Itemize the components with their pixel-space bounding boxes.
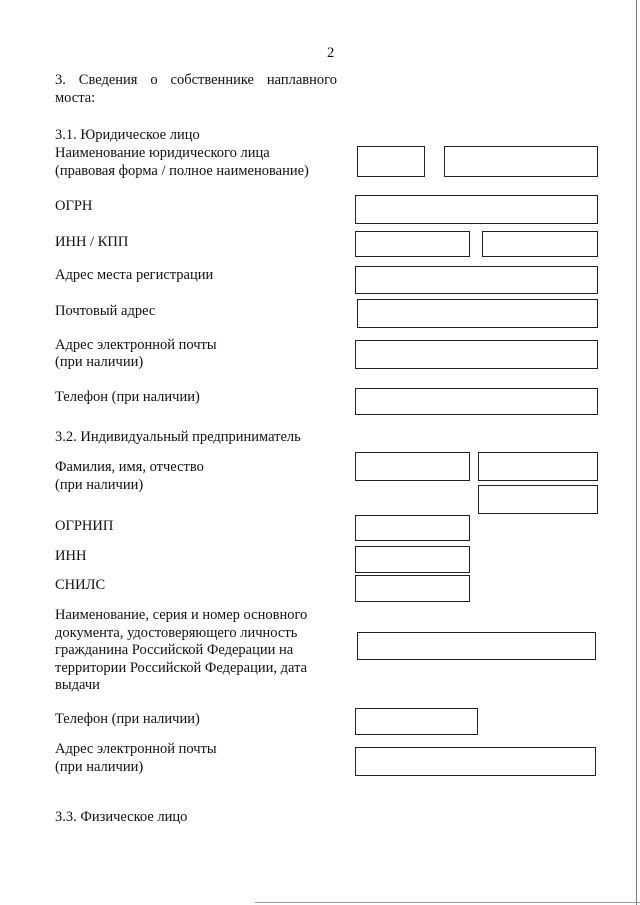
reg-address-label: Адрес места регистрации (55, 267, 214, 283)
legal-entity-heading: 3.1. Юридическое лицо (55, 127, 200, 143)
ie-fio-label-line2: (при наличии) (55, 477, 144, 493)
ie-phone-field[interactable] (355, 708, 478, 735)
legal-email-field[interactable] (355, 340, 598, 369)
reg-address-field[interactable] (355, 266, 598, 294)
id-doc-label-line1: Наименование, серия и номер основного (55, 607, 308, 623)
ogrnip-label: ОГРНИП (55, 518, 114, 534)
ie-patronymic-field[interactable] (478, 485, 598, 514)
inn-field[interactable] (355, 231, 470, 257)
section3-heading-line1: 3. Сведения о собственнике наплавного (55, 72, 337, 88)
individual-heading: 3.3. Физическое лицо (55, 809, 188, 825)
legal-name-label-line2: (правовая форма / полное наименование) (55, 163, 309, 179)
postal-address-label: Почтовый адрес (55, 303, 156, 319)
snils-field[interactable] (355, 575, 470, 602)
ie-inn-field[interactable] (355, 546, 470, 573)
legal-phone-field[interactable] (355, 388, 598, 415)
id-doc-field[interactable] (357, 632, 596, 660)
ogrn-field[interactable] (355, 195, 598, 224)
legal-email-label-line2: (при наличии) (55, 354, 144, 370)
legal-fullname-field[interactable] (444, 146, 598, 177)
legal-phone-label: Телефон (при наличии) (55, 389, 200, 405)
ie-email-label-line1: Адрес электронной почты (55, 741, 217, 757)
ogrnip-field[interactable] (355, 515, 470, 541)
page-edge-right (636, 0, 637, 905)
kpp-field[interactable] (482, 231, 598, 257)
page-number: 2 (327, 45, 335, 61)
snils-label: СНИЛС (55, 577, 106, 593)
id-doc-label-line4: территории Российской Федерации, дата (55, 660, 308, 676)
inn-kpp-label: ИНН / КПП (55, 234, 129, 250)
section3-heading-line2: моста: (55, 90, 96, 106)
ie-email-field[interactable] (355, 747, 596, 776)
legal-name-label-line1: Наименование юридического лица (55, 145, 270, 161)
ie-surname-field[interactable] (355, 452, 470, 481)
ie-fio-label-line1: Фамилия, имя, отчество (55, 459, 204, 475)
ie-name-field[interactable] (478, 452, 598, 481)
ogrn-label: ОГРН (55, 198, 93, 214)
ie-phone-label: Телефон (при наличии) (55, 711, 200, 727)
entrepreneur-heading: 3.2. Индивидуальный предприниматель (55, 429, 301, 445)
legal-form-field[interactable] (357, 146, 425, 177)
page-edge-bottom (255, 902, 640, 903)
id-doc-label-line3: гражданина Российской Федерации на (55, 642, 294, 658)
id-doc-label-line5: выдачи (55, 677, 100, 693)
ie-email-label-line2: (при наличии) (55, 759, 144, 775)
postal-address-field[interactable] (357, 299, 598, 328)
legal-email-label-line1: Адрес электронной почты (55, 337, 217, 353)
ie-inn-label: ИНН (55, 548, 87, 564)
id-doc-label-line2: документа, удостоверяющего личность (55, 625, 298, 641)
